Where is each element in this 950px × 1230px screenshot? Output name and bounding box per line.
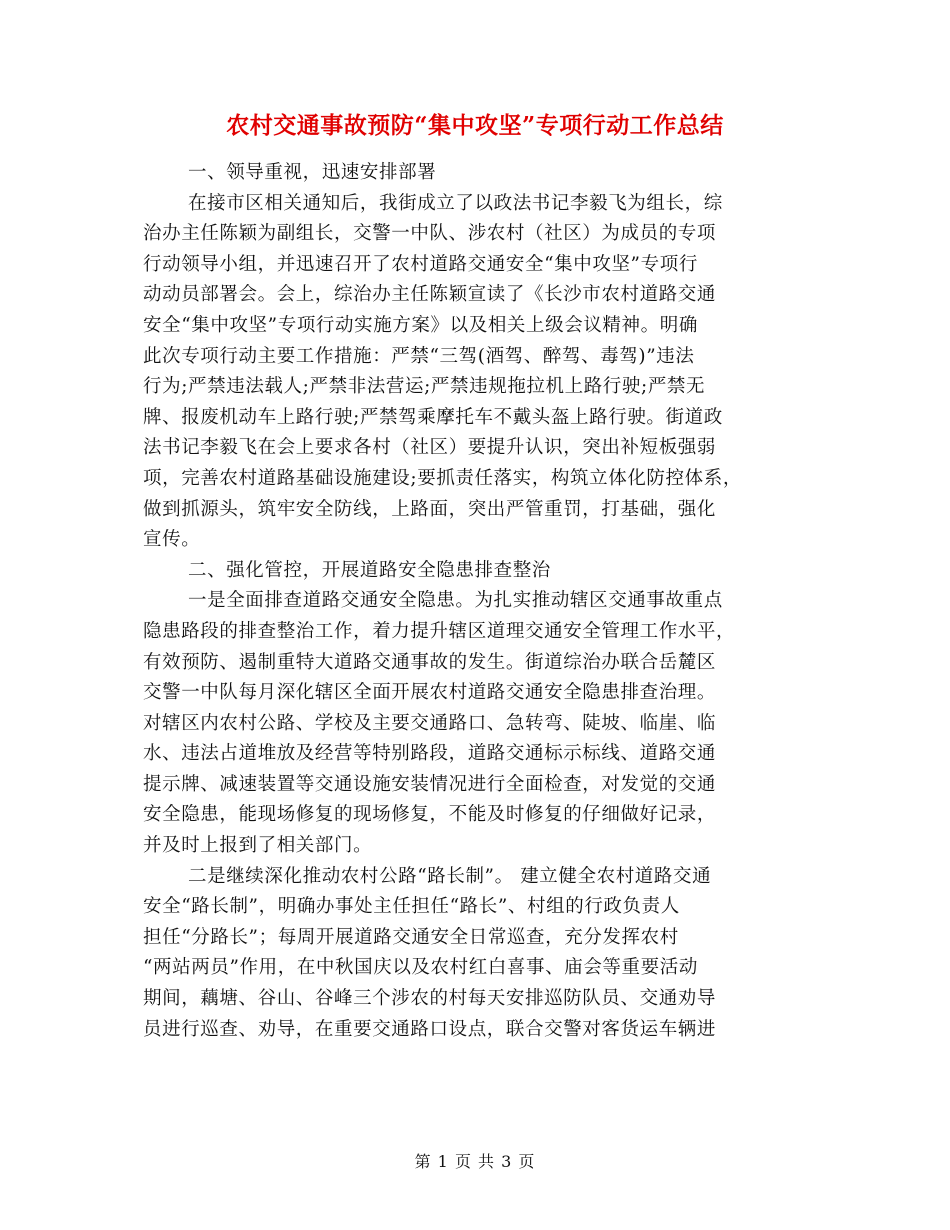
text-line: 期间，藕塘、谷山、谷峰三个涉农的村每天安排巡防队员、交通劝导 [143, 988, 717, 1010]
document-body [143, 158, 808, 1045]
text-line: “两站两员”作用，在中秋国庆以及农村红白喜事、庙会等重要活动 [143, 957, 698, 979]
text-line: 治办主任陈颖为副组长，交警一中队、涉农村（社区）为成员的专项 [143, 223, 717, 245]
text-line: 在接市区相关通知后，我街成立了以政法书记李毅飞为组长，综 [188, 192, 723, 214]
text-line: 并及时上报到了相关部门。 [143, 835, 373, 857]
text-line: 牌、报废机动车上路行驶;严禁驾乘摩托车不戴头盔上路行驶。街道政 [143, 406, 723, 428]
document-title: 农村交通事故预防“集中攻坚”专项行动工作总结 [226, 112, 724, 139]
text-line: 宣传。 [143, 529, 201, 551]
text-line: 一、领导重视，迅速安排部署 [188, 162, 437, 183]
text-line: 行动领导小组，并迅速召开了农村道路交通安全“集中攻坚”专项行 [143, 253, 698, 275]
text-line: 提示牌、减速装置等交通设施安装情况进行全面检查，对发觉的交通 [143, 773, 717, 795]
text-line: 动动员部署会。会上，综治办主任陈颖宣读了《长沙市农村道路交通 [143, 284, 717, 306]
text-line: 法书记李毅飞在会上要求各村（社区）要提升认识，突出补短板强弱 [143, 437, 717, 459]
text-line: 二、强化管控，开展道路安全隐患排查整治 [188, 559, 551, 581]
text-line: 做到抓源头，筑牢安全防线，上路面，突出严管重罚，打基础，强化 [143, 498, 717, 520]
page-footer: 第 1 页 共 3 页 [414, 1152, 536, 1171]
text-line: 有效预防、遏制重特大道路交通事故的发生。街道综治办联合岳麓区 [143, 651, 717, 673]
text-line: 此次专项行动主要工作措施：严禁“三驾(酒驾、醉驾、毒驾)”违法 [143, 345, 695, 367]
text-line: 水、违法占道堆放及经营等特别路段，道路交通标示标线、道路交通 [143, 743, 717, 765]
text-line: 交警一中队每月深化辖区全面开展农村道路交通安全隐患排查治理。 [143, 682, 717, 704]
text-line: 安全隐患，能现场修复的现场修复，不能及时修复的仔细做好记录， [143, 804, 717, 826]
text-line: 安全“路长制”，明确办事处主任担任“路长”、村组的行政负责人 [143, 896, 680, 918]
text-line: 隐患路段的排查整治工作，着力提升辖区道理交通安全管理工作水平， [143, 620, 736, 642]
text-line: 安全“集中攻坚”专项行动实施方案》以及相关上级会议精神。明确 [143, 314, 698, 336]
text-line: 项，完善农村道路基础设施建设;要抓责任落实，构筑立体化防控体系， [143, 467, 742, 489]
text-line: 员进行巡查、劝导，在重要交通路口设点，联合交警对客货运车辆进 [143, 1018, 717, 1040]
text-line: 行为;严禁违法载人;严禁非法营运;严禁违规拖拉机上路行驶;严禁无 [143, 376, 706, 398]
text-line: 担任“分路长”；每周开展道路交通安全日常巡查，充分发挥农村 [143, 926, 679, 948]
text-line: 一是全面排查道路交通安全隐患。为扎实推动辖区交通事故重点 [188, 590, 723, 612]
text-line: 对辖区内农村公路、学校及主要交通路口、急转弯、陡坡、临崖、临 [143, 712, 717, 734]
text-line: 二是继续深化推动农村公路“路长制”。 建立健全农村道路交通 [188, 865, 712, 887]
